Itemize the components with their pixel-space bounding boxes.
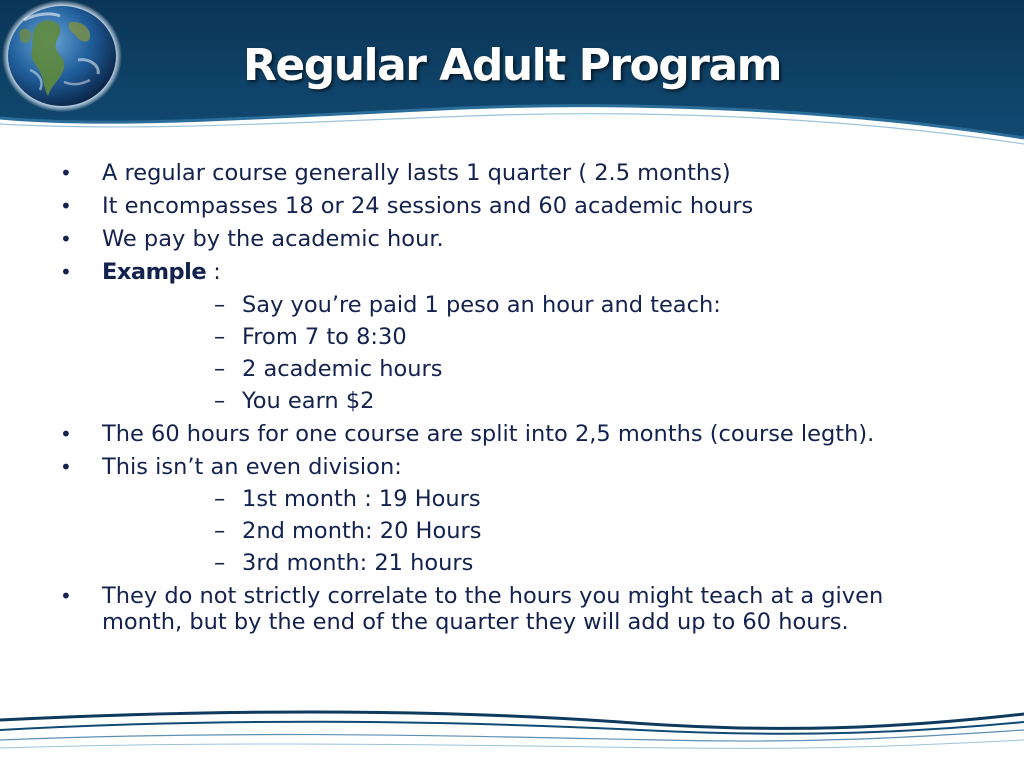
bullet-text-continuation: month, but by the end of the quarter they will add up to 60 hours.	[102, 609, 849, 635]
sub-bullet-marker: –	[214, 518, 226, 544]
sub-bullet-text: From 7 to 8:30	[242, 324, 407, 350]
bullet-text: We pay by the academic hour.	[102, 226, 444, 252]
bullet-text	[102, 258, 221, 286]
bullet-text: This isn’t an even division:	[102, 454, 402, 480]
sub-bullet-marker: –	[214, 550, 226, 576]
sub-bullet-marker: –	[214, 388, 226, 414]
sub-bullet-text: 2nd month: 20 Hours	[242, 518, 482, 544]
footer-wave-decoration	[0, 700, 1024, 768]
bullet-marker: •	[60, 584, 72, 608]
footer-waves	[0, 700, 1024, 768]
bullet-marker: •	[60, 227, 72, 251]
example-colon: :	[206, 259, 221, 285]
bullet-marker: •	[60, 260, 72, 284]
sub-bullet-marker: –	[214, 292, 226, 318]
sub-bullet-marker: –	[214, 324, 226, 350]
bullet-text: It encompasses 18 or 24 sessions and 60 academic hours	[102, 193, 754, 219]
example-label: Example	[102, 259, 207, 285]
sub-bullet-text: You earn $2	[242, 388, 375, 414]
sub-bullet-text: 3rd month: 21 hours	[242, 550, 474, 576]
slide-header	[0, 0, 1024, 150]
sub-bullet-text: 2 academic hours	[242, 356, 443, 382]
sub-bullet-text: Say you’re paid 1 peso an hour and teach:	[242, 292, 721, 318]
bullet-marker: •	[60, 161, 72, 185]
bullet-marker: •	[60, 194, 72, 218]
sub-bullet-marker: –	[214, 356, 226, 382]
sub-bullet-marker: –	[214, 486, 226, 512]
slide-title: Regular Adult Program	[242, 40, 782, 91]
bullet-marker: •	[60, 422, 72, 446]
bullet-text: A regular course generally lasts 1 quarter ( 2.5 months)	[102, 160, 731, 186]
bullet-text: They do not strictly correlate to the hours you might teach at a given	[102, 583, 884, 609]
sub-bullet-text: 1st month : 19 Hours	[242, 486, 481, 512]
bullet-text: The 60 hours for one course are split into 2,5 months (course legth).	[102, 421, 875, 447]
bullet-marker: •	[60, 455, 72, 479]
